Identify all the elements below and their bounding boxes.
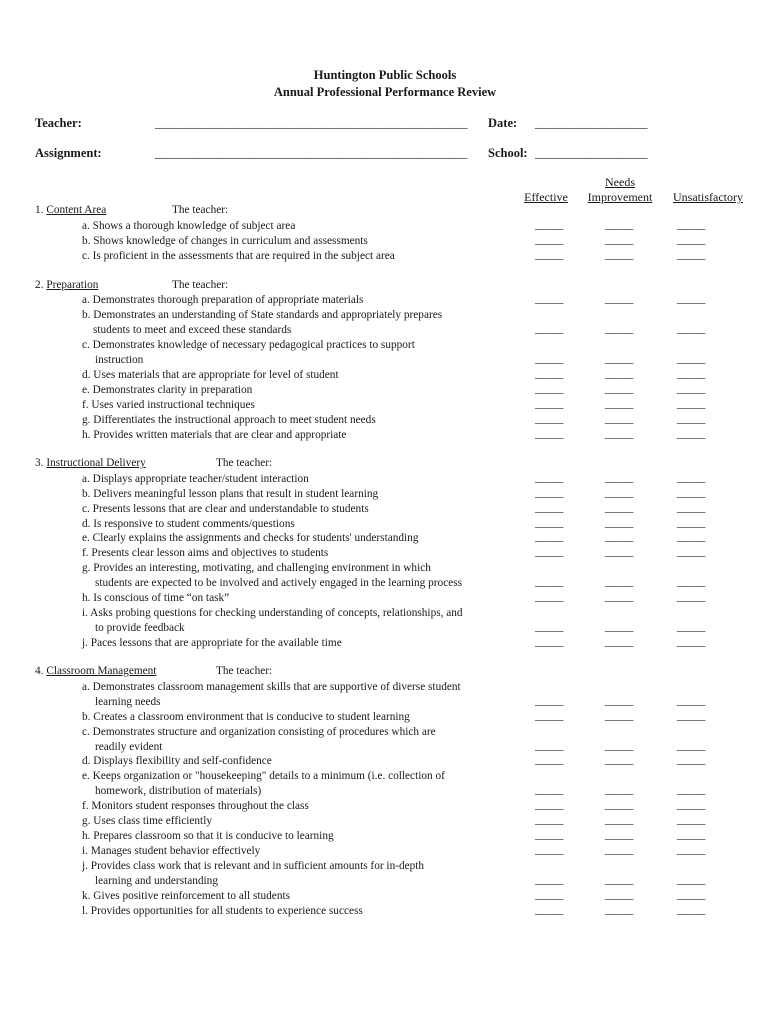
- rating-blank-needs-improvement[interactable]: _____: [605, 293, 634, 305]
- criterion-text: g. Uses class time efficiently: [82, 815, 212, 827]
- criterion-text: to provide feedback: [95, 622, 185, 634]
- rating-blank-unsatisfactory[interactable]: _____: [677, 621, 706, 633]
- criterion-text: a. Demonstrates classroom management skills that are supportive of diverse student: [82, 681, 461, 693]
- rating-blank-unsatisfactory[interactable]: _____: [677, 740, 706, 752]
- rating-blank-unsatisfactory[interactable]: _____: [677, 531, 706, 543]
- criterion-text: h. Is conscious of time “on task”: [82, 592, 230, 604]
- criterion-text: k. Gives positive reinforcement to all students: [82, 890, 291, 902]
- criterion-text: j. Paces lessons that are appropriate for the available time: [82, 637, 342, 649]
- rating-blank-needs-improvement[interactable]: _____: [605, 249, 634, 261]
- rating-blank-unsatisfactory[interactable]: _____: [677, 428, 706, 440]
- criterion-text: learning and understanding: [95, 875, 218, 887]
- rating-blank-unsatisfactory[interactable]: _____: [677, 249, 706, 261]
- criterion-text: a. Displays appropriate teacher/student interaction: [82, 473, 309, 485]
- rating-blank-effective[interactable]: _____: [535, 234, 564, 246]
- rating-blank-unsatisfactory[interactable]: _____: [677, 353, 706, 365]
- rating-blank-effective[interactable]: _____: [535, 487, 564, 499]
- col-needs-improvement: [580, 175, 660, 205]
- rating-blank-effective[interactable]: _____: [535, 502, 564, 514]
- col-needs-bottom: Improvement: [587, 190, 653, 204]
- section-4-title: [35, 665, 156, 677]
- form-title: Annual Professional Performance Review: [273, 85, 497, 99]
- rating-blank-effective[interactable]: _____: [535, 323, 564, 335]
- criterion-text: instruction: [95, 354, 144, 366]
- rating-blank-unsatisfactory[interactable]: _____: [677, 799, 706, 811]
- criterion-text: d. Uses materials that are appropriate for level of student: [82, 369, 339, 381]
- rating-blank-effective[interactable]: _____: [535, 784, 564, 796]
- section-number: 2.: [35, 279, 44, 291]
- col-effective: Effective: [524, 190, 568, 204]
- rating-blank-unsatisfactory[interactable]: _____: [677, 234, 706, 246]
- rating-blank-effective[interactable]: _____: [535, 353, 564, 365]
- rating-blank-needs-improvement[interactable]: _____: [605, 695, 634, 707]
- rating-blank-effective[interactable]: _____: [535, 517, 564, 529]
- org-name: Huntington Public Schools: [313, 68, 457, 82]
- section-number: 1.: [35, 204, 44, 216]
- criterion-text: d. Is responsive to student comments/questions: [82, 518, 295, 530]
- criterion-text: f. Presents clear lesson aims and objectives to students: [82, 547, 329, 559]
- section-name: Content Area: [46, 204, 107, 216]
- criterion-text: f. Monitors student responses throughout the class: [82, 800, 309, 812]
- criterion-text: h. Prepares classroom so that it is conducive to learning: [82, 830, 334, 842]
- rating-blank-unsatisfactory[interactable]: _____: [677, 398, 706, 410]
- rating-blank-unsatisfactory[interactable]: _____: [677, 576, 706, 588]
- section-number: 4.: [35, 665, 44, 677]
- criterion-text: e. Keeps organization or "housekeeping" details to a minimum (i.e. collection of: [82, 770, 445, 782]
- rating-blank-effective[interactable]: _____: [535, 904, 564, 916]
- section-teacher-label: The teacher:: [216, 457, 273, 469]
- rating-blank-effective[interactable]: _____: [535, 799, 564, 811]
- date-field[interactable]: __________________: [535, 116, 648, 130]
- school-label: School:: [488, 146, 528, 160]
- rating-blank-effective[interactable]: _____: [535, 293, 564, 305]
- rating-blank-unsatisfactory[interactable]: _____: [677, 844, 706, 856]
- rating-blank-unsatisfactory[interactable]: _____: [677, 517, 706, 529]
- rating-blank-unsatisfactory[interactable]: _____: [677, 383, 706, 395]
- criterion-text: c. Is proficient in the assessments that are required in the subject area: [82, 250, 395, 262]
- criterion-text: j. Provides class work that is relevant and in sufficient amounts for in-depth: [82, 860, 425, 872]
- rating-blank-unsatisfactory[interactable]: _____: [677, 636, 706, 648]
- rating-blank-unsatisfactory[interactable]: _____: [677, 784, 706, 796]
- rating-blank-needs-improvement[interactable]: _____: [605, 799, 634, 811]
- assignment-field[interactable]: __________________________________________________: [155, 146, 468, 160]
- rating-blank-effective[interactable]: _____: [535, 591, 564, 603]
- col-needs-top: Needs: [605, 175, 635, 189]
- rating-blank-effective[interactable]: _____: [535, 472, 564, 484]
- rating-blank-effective[interactable]: _____: [535, 576, 564, 588]
- criterion-text: i. Asks probing questions for checking understanding of concepts, relationships, and: [82, 607, 463, 619]
- rating-blank-effective[interactable]: _____: [535, 413, 564, 425]
- rating-blank-needs-improvement[interactable]: _____: [605, 234, 634, 246]
- rating-blank-needs-improvement[interactable]: _____: [605, 710, 634, 722]
- criterion-text: b. Creates a classroom environment that is conducive to student learning: [82, 711, 410, 723]
- rating-blank-effective[interactable]: _____: [535, 368, 564, 380]
- school-field[interactable]: __________________: [535, 146, 648, 160]
- rating-blank-needs-improvement[interactable]: _____: [605, 621, 634, 633]
- rating-blank-unsatisfactory[interactable]: _____: [677, 814, 706, 826]
- rating-blank-effective[interactable]: _____: [535, 531, 564, 543]
- rating-blank-effective[interactable]: _____: [535, 249, 564, 261]
- criterion-text: readily evident: [95, 741, 163, 753]
- date-label: Date:: [488, 116, 518, 130]
- section-teacher-label: The teacher:: [172, 204, 229, 216]
- criterion-text: h. Provides written materials that are clear and appropriate: [82, 429, 347, 441]
- rating-blank-unsatisfactory[interactable]: _____: [677, 874, 706, 886]
- rating-blank-needs-improvement[interactable]: _____: [605, 219, 634, 231]
- rating-blank-effective[interactable]: _____: [535, 754, 564, 766]
- criterion-text: b. Shows knowledge of changes in curriculum and assessments: [82, 235, 368, 247]
- criterion-text: b. Delivers meaningful lesson plans that result in student learning: [82, 488, 379, 500]
- rating-blank-effective[interactable]: _____: [535, 621, 564, 633]
- rating-blank-effective[interactable]: _____: [535, 710, 564, 722]
- rating-blank-effective[interactable]: _____: [535, 874, 564, 886]
- criterion-text: a. Shows a thorough knowledge of subject area: [82, 220, 296, 232]
- rating-blank-needs-improvement[interactable]: _____: [605, 531, 634, 543]
- section-3-title: [35, 457, 146, 469]
- criterion-text: d. Displays flexibility and self-confidence: [82, 755, 272, 767]
- criterion-text: c. Demonstrates structure and organization consisting of procedures which are: [82, 726, 436, 738]
- rating-blank-effective[interactable]: _____: [535, 383, 564, 395]
- rating-blank-unsatisfactory[interactable]: _____: [677, 368, 706, 380]
- rating-blank-needs-improvement[interactable]: _____: [605, 353, 634, 365]
- criterion-text: i. Manages student behavior effectively: [82, 845, 261, 857]
- rating-blank-effective[interactable]: _____: [535, 636, 564, 648]
- rating-blank-needs-improvement[interactable]: _____: [605, 517, 634, 529]
- rating-blank-needs-improvement[interactable]: _____: [605, 502, 634, 514]
- rating-blank-needs-improvement[interactable]: _____: [605, 740, 634, 752]
- criterion-text: c. Presents lessons that are clear and understandable to students: [82, 503, 369, 515]
- criterion-text: g. Differentiates the instructional approach to meet student needs: [82, 414, 376, 426]
- rating-blank-needs-improvement[interactable]: _____: [605, 889, 634, 901]
- section-2-title: [35, 279, 98, 291]
- criterion-text: students are expected to be involved and actively engaged in the learning process: [95, 577, 463, 589]
- teacher-field[interactable]: __________________________________________________: [155, 116, 468, 130]
- section-1-title: [35, 204, 106, 216]
- rating-blank-needs-improvement[interactable]: _____: [605, 487, 634, 499]
- rating-blank-effective[interactable]: _____: [535, 740, 564, 752]
- rating-blank-unsatisfactory[interactable]: _____: [677, 219, 706, 231]
- rating-blank-needs-improvement[interactable]: _____: [605, 323, 634, 335]
- criterion-text: learning needs: [95, 696, 161, 708]
- assignment-label: Assignment:: [35, 146, 102, 160]
- criterion-text: b. Demonstrates an understanding of State standards and appropriately prepares: [82, 309, 443, 321]
- teacher-label: Teacher:: [35, 116, 82, 130]
- rating-blank-unsatisfactory[interactable]: _____: [677, 502, 706, 514]
- rating-blank-effective[interactable]: _____: [535, 219, 564, 231]
- criterion-text: students to meet and exceed these standards: [93, 324, 292, 336]
- rating-blank-needs-improvement[interactable]: _____: [605, 784, 634, 796]
- rating-blank-unsatisfactory[interactable]: _____: [677, 591, 706, 603]
- rating-blank-unsatisfactory[interactable]: _____: [677, 695, 706, 707]
- rating-blank-unsatisfactory[interactable]: _____: [677, 889, 706, 901]
- rating-blank-effective[interactable]: _____: [535, 829, 564, 841]
- section-name: Classroom Management: [46, 665, 157, 677]
- rating-blank-needs-improvement[interactable]: _____: [605, 874, 634, 886]
- rating-blank-unsatisfactory[interactable]: _____: [677, 323, 706, 335]
- rating-blank-needs-improvement[interactable]: _____: [605, 413, 634, 425]
- col-unsatisfactory: Unsatisfactory: [673, 190, 743, 204]
- section-teacher-label: The teacher:: [216, 665, 273, 677]
- rating-blank-needs-improvement[interactable]: _____: [605, 829, 634, 841]
- section-teacher-label: The teacher:: [172, 279, 229, 291]
- rating-blank-needs-improvement[interactable]: _____: [605, 844, 634, 856]
- rating-blank-effective[interactable]: _____: [535, 844, 564, 856]
- section-name: Preparation: [46, 279, 99, 291]
- rating-blank-effective[interactable]: _____: [535, 546, 564, 558]
- rating-blank-needs-improvement[interactable]: _____: [605, 904, 634, 916]
- rating-blank-needs-improvement[interactable]: _____: [605, 383, 634, 395]
- rating-blank-needs-improvement[interactable]: _____: [605, 472, 634, 484]
- criterion-text: f. Uses varied instructional techniques: [82, 399, 255, 411]
- rating-blank-unsatisfactory[interactable]: _____: [677, 710, 706, 722]
- rating-blank-unsatisfactory[interactable]: _____: [677, 829, 706, 841]
- rating-blank-unsatisfactory[interactable]: _____: [677, 754, 706, 766]
- rating-blank-needs-improvement[interactable]: _____: [605, 428, 634, 440]
- rating-blank-needs-improvement[interactable]: _____: [605, 398, 634, 410]
- rating-blank-unsatisfactory[interactable]: _____: [677, 546, 706, 558]
- rating-blank-effective[interactable]: _____: [535, 695, 564, 707]
- rating-blank-unsatisfactory[interactable]: _____: [677, 904, 706, 916]
- criterion-text: g. Provides an interesting, motivating, and challenging environment in which: [82, 562, 431, 574]
- section-number: 3.: [35, 457, 44, 469]
- rating-blank-needs-improvement[interactable]: _____: [605, 636, 634, 648]
- criterion-text: l. Provides opportunities for all students to experience success: [82, 905, 363, 917]
- rating-blank-effective[interactable]: _____: [535, 889, 564, 901]
- rating-blank-effective[interactable]: _____: [535, 814, 564, 826]
- rating-blank-needs-improvement[interactable]: _____: [605, 591, 634, 603]
- rating-blank-unsatisfactory[interactable]: _____: [677, 472, 706, 484]
- rating-blank-effective[interactable]: _____: [535, 398, 564, 410]
- rating-blank-needs-improvement[interactable]: _____: [605, 546, 634, 558]
- rating-blank-unsatisfactory[interactable]: _____: [677, 487, 706, 499]
- rating-blank-needs-improvement[interactable]: _____: [605, 576, 634, 588]
- criterion-text: e. Clearly explains the assignments and checks for students' understanding: [82, 532, 419, 544]
- rating-blank-effective[interactable]: _____: [535, 428, 564, 440]
- section-name: Instructional Delivery: [46, 457, 146, 469]
- rating-blank-unsatisfactory[interactable]: _____: [677, 293, 706, 305]
- criterion-text: c. Demonstrates knowledge of necessary pedagogical practices to support: [82, 339, 415, 351]
- criterion-text: e. Demonstrates clarity in preparation: [82, 384, 253, 396]
- rating-blank-unsatisfactory[interactable]: _____: [677, 413, 706, 425]
- criterion-text: a. Demonstrates thorough preparation of appropriate materials: [82, 294, 364, 306]
- rating-blank-needs-improvement[interactable]: _____: [605, 754, 634, 766]
- criterion-text: homework, distribution of materials): [95, 785, 262, 797]
- rating-blank-needs-improvement[interactable]: _____: [605, 814, 634, 826]
- rating-blank-needs-improvement[interactable]: _____: [605, 368, 634, 380]
